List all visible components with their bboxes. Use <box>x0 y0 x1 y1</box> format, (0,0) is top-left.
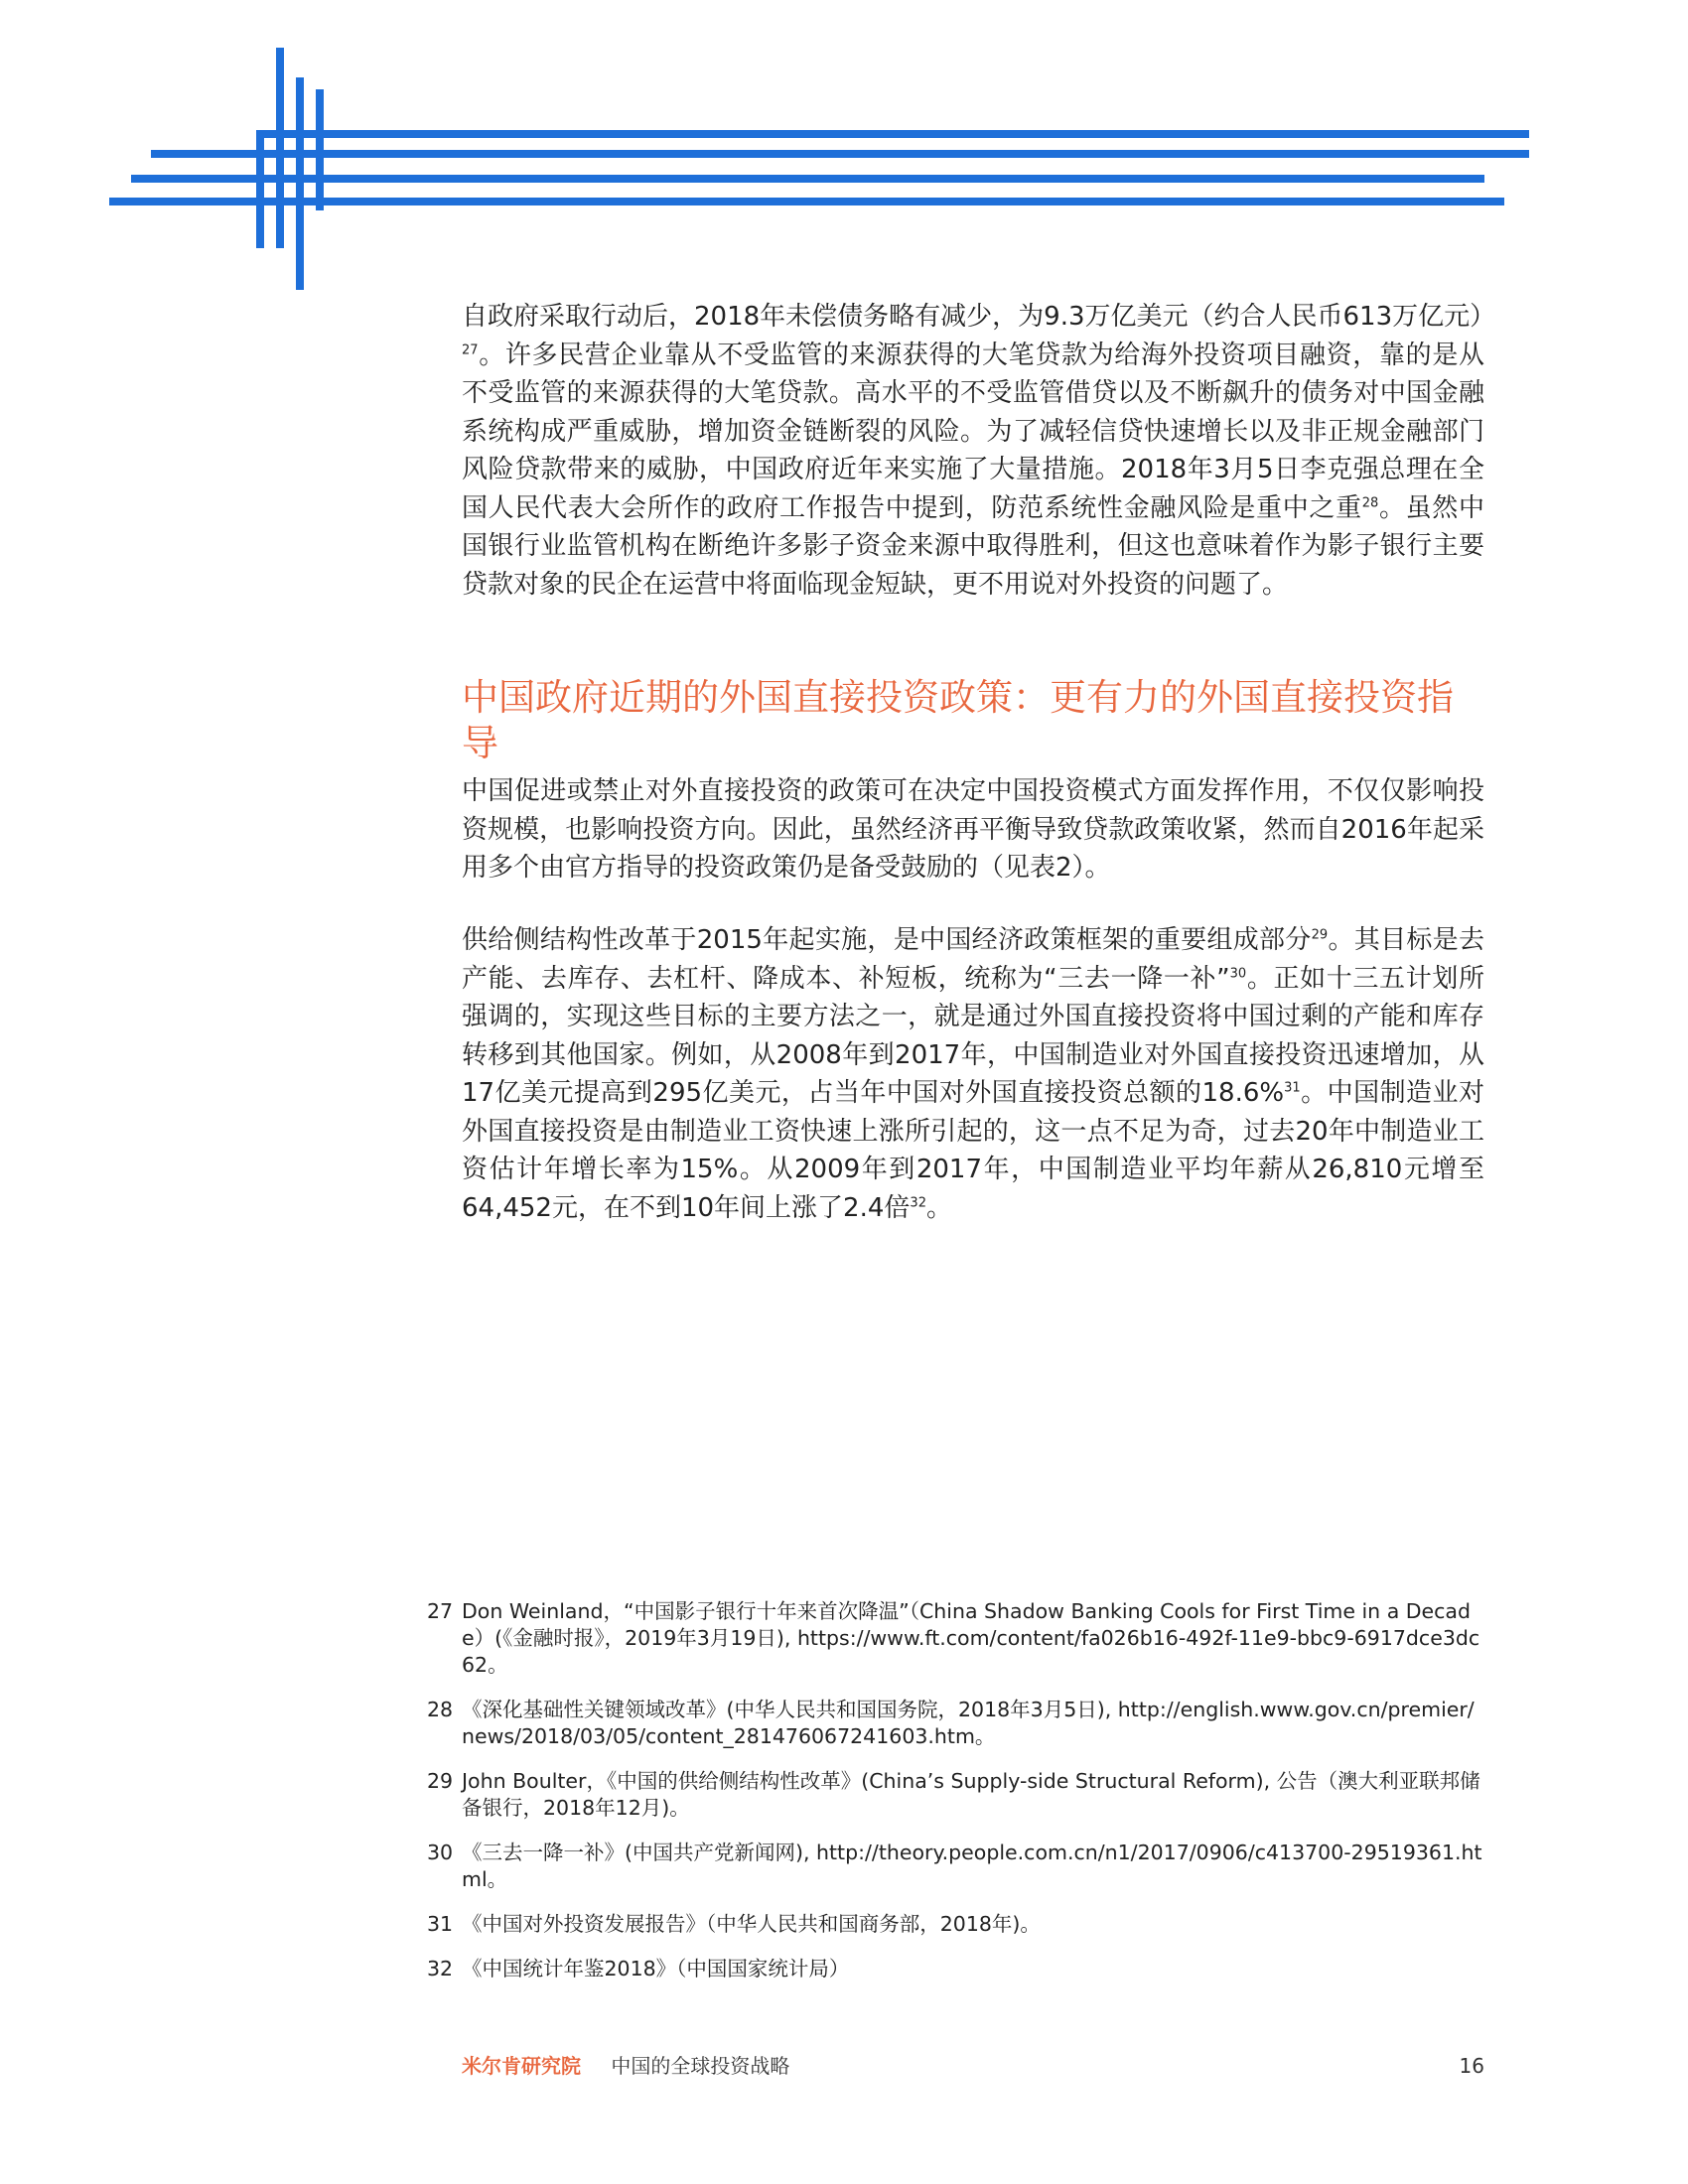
paragraph-3-text-d: 。中国制造业对外国直接投资是由制造业工资快速上涨所引起的，这一点不足为奇，过去20年中制造业工资估计年增长率为15%。从2009年到2017年，中国制造业平均年薪从26,810元增至64,452元，在不到10年间上涨了2.4倍 <box>462 1078 1484 1223</box>
body-paragraph-2: 中国促进或禁止对外直接投资的政策可在决定中国投资模式方面发挥作用，不仅仅影响投资规模，也影响投资方向。因此，虽然经济再平衡导致贷款政策收紧，然而自2016年起采用多个由官方指导的投资政策仍是备受鼓励的（见表2）。 <box>462 776 1484 883</box>
footnote-text: 《中国统计年鉴2018》（中国国家统计局） <box>462 1957 850 1980</box>
footnote-ref-28[interactable]: 28 <box>1361 494 1379 510</box>
paragraph-3-text-e: 。 <box>925 1192 952 1223</box>
footnote-text: 《中国对外投资发展报告》（中华人民共和国商务部，2018年)。 <box>462 1912 1041 1936</box>
footnote-ref-27[interactable]: 27 <box>462 341 479 357</box>
footnote-ref-32[interactable]: 32 <box>910 1194 926 1210</box>
paragraph-3-text-a: 供给侧结构性改革于2015年起实施，是中国经济政策框架的重要组成部分 <box>462 925 1312 955</box>
section-heading-block <box>462 675 1484 766</box>
footnote-number: 32 <box>427 1957 454 1980</box>
body-paragraph-1 <box>462 298 1496 604</box>
footnote-item <box>427 1840 1484 1893</box>
footnote-number: 29 <box>427 1769 454 1793</box>
footnote-text[interactable]: 《深化基础性关键领域改革》(中华人民共和国国务院，2018年3月5日), http://english.www.gov.cn/premier/news/2018/03/05/content_281476067241603.htm。 <box>462 1698 1475 1748</box>
footnote-text[interactable]: 《三去一降一补》(中国共产党新闻网), http://theory.people.com.cn/n1/2017/0906/c413700-29519361.html。 <box>462 1841 1482 1891</box>
footnote-number: 28 <box>427 1698 454 1721</box>
paragraph-1-text-b: 。许多民营企业靠从不受监管的来源获得的大笔贷款为给海外投资项目融资，靠的是从不受监管的来源获得的大笔贷款。高水平的不受监管借贷以及不断飙升的债务对中国金融系统构成严重威胁，增加资金链断裂的风险。为了减轻信贷快速增长以及非正规金融部门风险贷款带来的威胁，中国政府近年来实施了大量措施。2018年3月5日李克强总理在全国人民代表大会所作的政府工作报告中提到，防范系统性金融风险是重中之重 <box>462 340 1484 523</box>
footnote-ref-30[interactable]: 30 <box>1229 965 1247 981</box>
footnote-item <box>427 1956 1484 1982</box>
paragraph-3-text-b: 。其目标是去产能、去库存、去杠杆、降成本、补短板，统称为“三去一降一补” <box>462 925 1484 994</box>
page-footer <box>462 2051 1484 2081</box>
footnote-item <box>427 1911 1484 1938</box>
footnote-number: 31 <box>427 1912 454 1936</box>
footnote-text[interactable]: Don Weinland，“中国影子银行十年来首次降温”（China Shadow Banking Cools for First Time in a Decade）(《金融时报》，2019年3月19日), https://www.ft.com/content/fa026b16-492f-11e9-bbc9-6917dce3dc62。 <box>462 1599 1480 1677</box>
footnote-ref-31[interactable]: 31 <box>1284 1080 1301 1096</box>
page-number: 16 <box>1459 2054 1484 2078</box>
footnote-number: 27 <box>427 1599 454 1623</box>
paragraph-1-text-c: 。虽然中国银行业监管机构在断绝许多影子资金来源中取得胜利，但这也意味着作为影子银行主要贷款对象的民企在运营中将面临现金短缺，更不用说对外投资的问题了。 <box>462 492 1484 600</box>
footnote-item <box>427 1598 1484 1679</box>
paragraph-1-text-a: 自政府采取行动后，2018年未偿债务略有减少，为9.3万亿美元（约合人民币613万亿元） <box>462 302 1496 332</box>
body-paragraph-3 <box>462 921 1484 1227</box>
footer-publication-title: 中国的全球投资战略 <box>611 2054 790 2078</box>
footnote-item <box>427 1697 1484 1750</box>
paragraph-3-text-c: 。正如十三五计划所强调的，实现这些目标的主要方法之一，就是通过外国直接投资将中国过剩的产能和库存转移到其他国家。例如，从2008年到2017年，中国制造业对外国直接投资迅速增加，从17亿美元提高到295亿美元，占当年中国对外国直接投资总额的18.6% <box>462 963 1484 1108</box>
blue-crossed-lines-icon <box>0 0 1688 318</box>
footnote-text: John Boulter，《中国的供给侧结构性改革》(China’s Supply-side Structural Reform), 公告（澳大利亚联邦储备银行，2018年12月)。 <box>462 1769 1480 1820</box>
footer-organization: 米尔肯研究院 <box>462 2054 581 2078</box>
section-heading: 中国政府近期的外国直接投资政策：更有力的外国直接投资指导 <box>462 676 1454 764</box>
footnotes-list <box>427 1598 1484 2000</box>
footnote-ref-29[interactable]: 29 <box>1311 927 1329 943</box>
footnote-number: 30 <box>427 1841 454 1864</box>
footnote-item <box>427 1768 1484 1822</box>
